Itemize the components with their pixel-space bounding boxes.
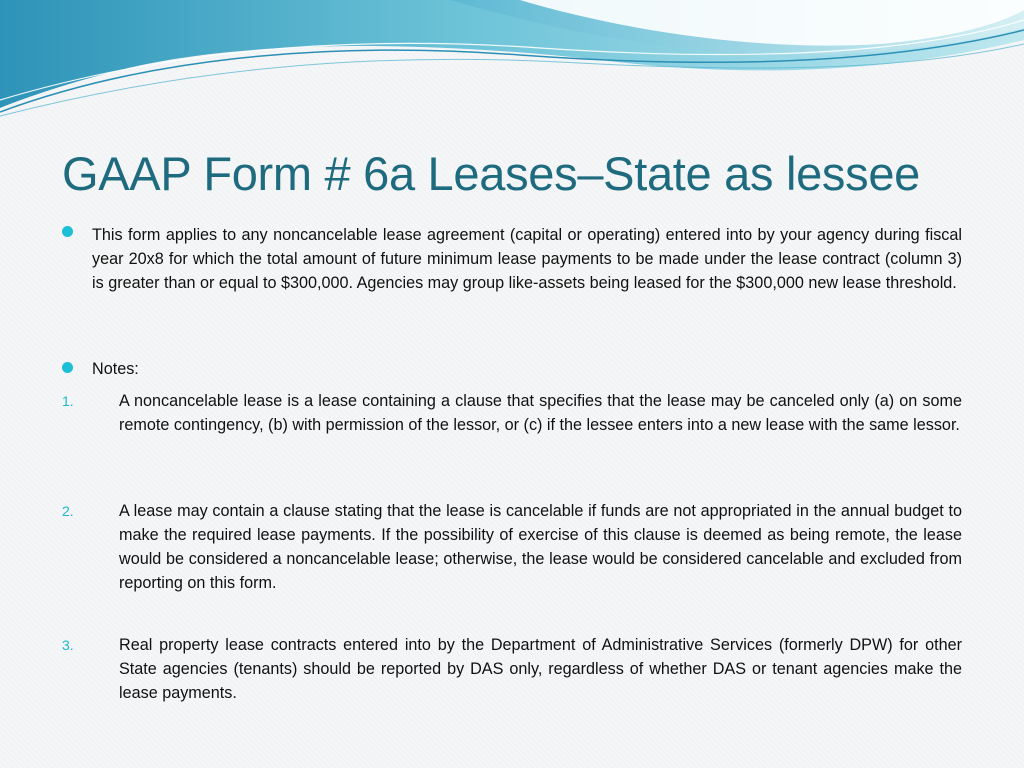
note-number-3: 3. (62, 637, 74, 653)
note-text-3: Real property lease contracts entered into by the Department of Administrative Services (formerly DPW) for other State agencies (tenants) should be reported by DAS only, regardless of whether DAS or tenant agencies make the lease payments. (119, 636, 962, 702)
bullet-icon (62, 362, 73, 373)
slide-title: GAAP Form # 6a Leases–State as lessee (62, 147, 921, 200)
header-wave-decoration (0, 0, 1024, 120)
note-number-1: 1. (62, 393, 74, 409)
note-text-1: A noncancelable lease is a lease containing a clause that specifies that the lease may be canceled only (a) on some remote contingency, (b) with permission of the lessor, or (c) if the lessee enters into a new lease with the same lessor. (119, 392, 962, 434)
note-text-2: A lease may contain a clause stating that the lease is cancelable if funds are not appropriated in the annual budget to make the required lease payments. If the possibility of exercise of this clause is deemed as being remote, the lease would be considered a noncancelable lease; otherwise, the lease would be considered cancelable and excluded from reporting on this form. (119, 502, 962, 592)
bullet-icon (62, 226, 73, 237)
bullet-text-form-scope: This form applies to any noncancelable lease agreement (capital or operating) entered into by your agency during fiscal year 20x8 for which the total amount of future minimum lease payments to be made under the lease contract (column 3) is greater than or equal to $300,000. Agencies may group like-assets being leased for the $300,000 new lease threshold. (92, 226, 962, 292)
note-number-2: 2. (62, 503, 74, 519)
bullet-text-notes: Notes: (92, 360, 139, 378)
